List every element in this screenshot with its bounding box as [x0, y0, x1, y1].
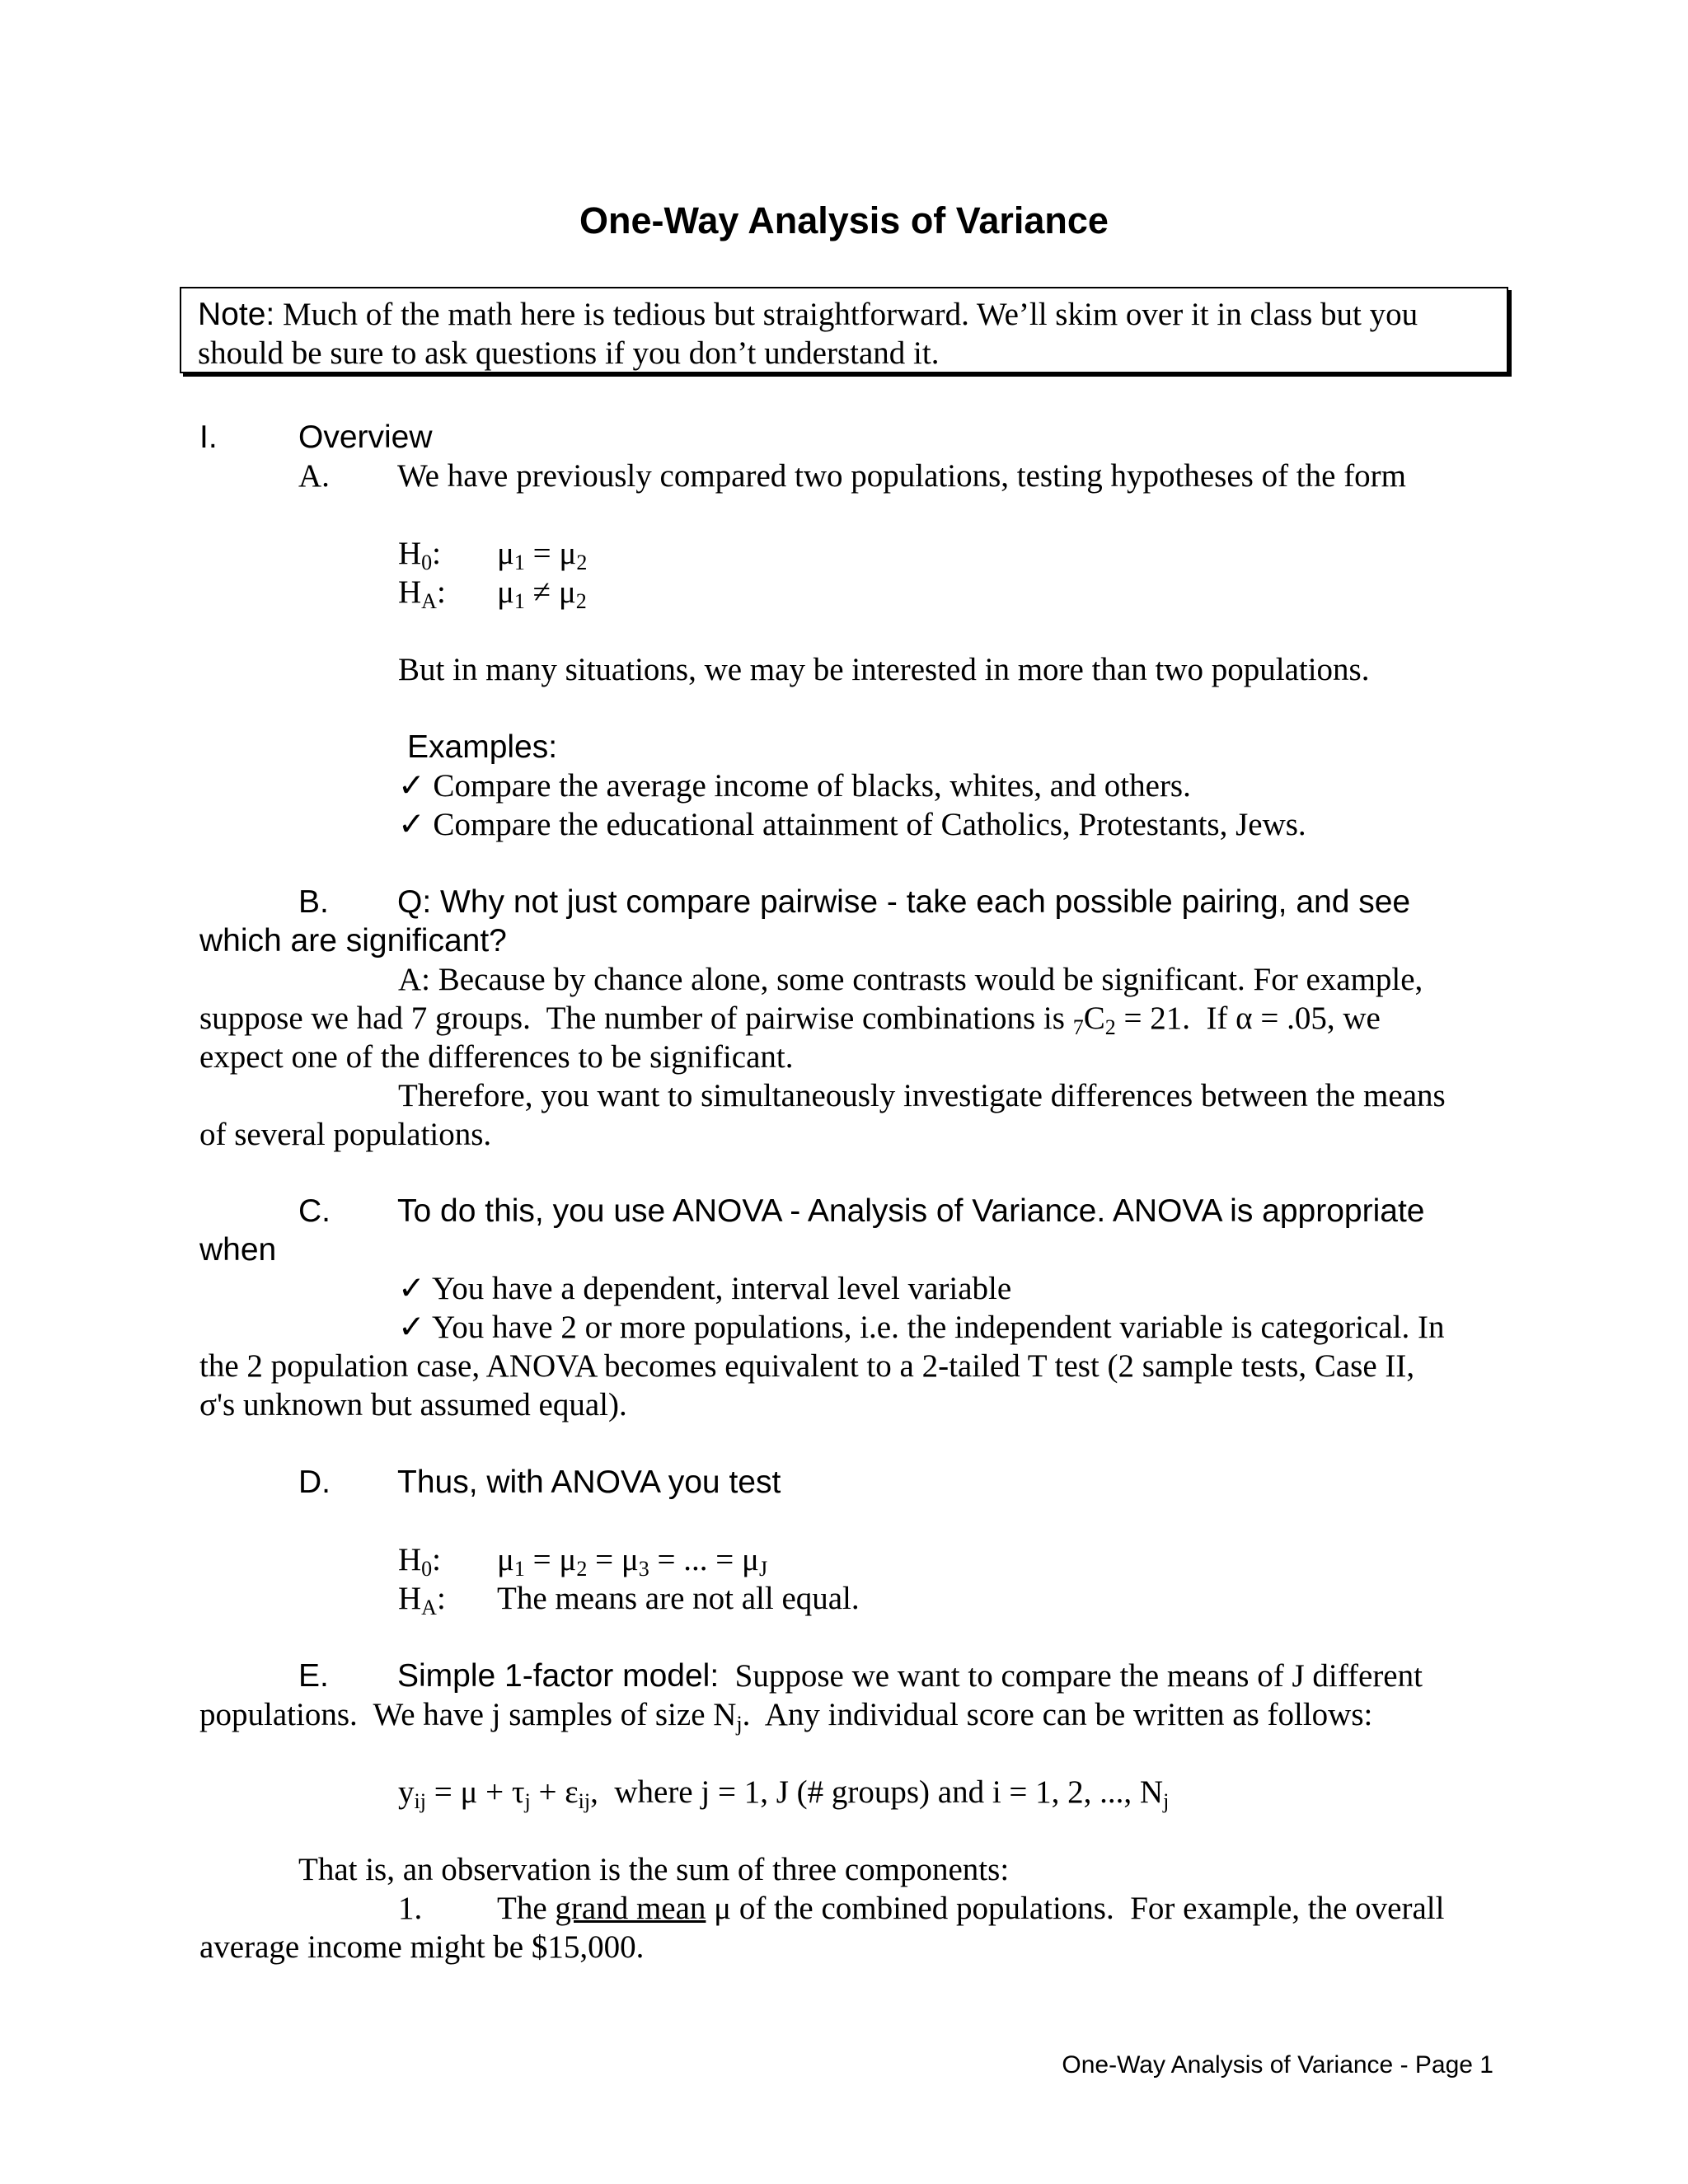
h0-mu1: μ — [497, 536, 514, 571]
example-item: ✓ Compare the educational attainment of Catholics, Protestants, Jews. — [398, 807, 1306, 842]
note-body: Much of the math here is tedious but straightforward. We’ll skim over it in class but you should be sure to ask questions if you don’t understand it. — [198, 297, 1418, 371]
answer-text: suppose we had 7 groups. The number of pairwise combinations is — [199, 1001, 1073, 1036]
ha-mu2: μ — [558, 574, 576, 610]
mu-j-sub: J — [758, 1557, 768, 1581]
eq-where: , where j = 1, J (# groups) and i = 1, 2, ..., N — [590, 1774, 1164, 1810]
item-b-answer-line1: A: Because by chance alone, some contrasts would be significant. For example, — [398, 962, 1423, 997]
item-a-more: But in many situations, we may be interested in more than two populations. — [398, 652, 1370, 687]
item-b-question — [298, 883, 1410, 921]
component-1 — [398, 1889, 1444, 1928]
examples-label: Examples: — [407, 729, 558, 765]
item-a-h0 — [398, 534, 587, 573]
item-d-ha — [398, 1579, 860, 1618]
component-1-num: 1. — [398, 1891, 423, 1926]
mu-1: μ — [497, 1542, 514, 1577]
mu-j: μ — [742, 1542, 759, 1577]
h0-label: H — [398, 536, 422, 571]
h0-colon: : — [432, 536, 442, 571]
page-footer: One-Way Analysis of Variance - Page 1 — [1062, 2051, 1493, 2079]
item-d-h0 — [398, 1540, 767, 1579]
item-c-check1: ✓ You have a dependent, interval level variable — [398, 1271, 1012, 1306]
grand-mean-term: grand mean — [555, 1891, 706, 1926]
h0-mu2: μ — [559, 536, 577, 571]
mu-2: μ — [559, 1542, 577, 1577]
ha-colon: : — [436, 574, 446, 610]
item-b-answer-line2 — [199, 999, 1381, 1038]
item-c-line1 — [298, 1192, 1424, 1230]
mu-1-sub: 1 — [513, 1557, 525, 1581]
eq-1: = — [524, 1542, 560, 1577]
ha-mu1-sub: 1 — [513, 589, 525, 613]
h0-sub: 0 — [421, 1557, 433, 1581]
eq-eps: + ε — [530, 1774, 579, 1810]
h0-mu2-sub: 2 — [576, 551, 588, 574]
mu-3-sub: 3 — [638, 1557, 649, 1581]
answer-text-end: = 21. If α = .05, we — [1115, 1001, 1381, 1036]
eq-2: = — [587, 1542, 621, 1577]
model-equation — [398, 1773, 1169, 1811]
item-c-line2: when — [199, 1232, 277, 1268]
h0-operator: = — [524, 536, 560, 571]
item-d-letter: D. — [298, 1465, 331, 1500]
item-d-line — [298, 1463, 781, 1502]
item-e-line2 — [199, 1695, 1372, 1734]
item-b-letter: B. — [298, 884, 329, 920]
eq-tau-sub: j — [524, 1789, 531, 1813]
ha-label: H — [398, 1581, 422, 1616]
item-a-letter: A. — [298, 458, 330, 494]
item-e-heading: Simple 1-factor model: — [397, 1658, 720, 1694]
note-text — [198, 295, 1490, 373]
item-e-letter: E. — [298, 1658, 329, 1694]
item-c-text: To do this, you use ANOVA - Analysis of Variance. ANOVA is appropriate — [397, 1193, 1425, 1229]
item-e-text: Suppose we want to compare the means of J different — [719, 1658, 1423, 1694]
eq-3: = ... = — [649, 1542, 743, 1577]
item-c-check2-line2: the 2 population case, ANOVA becomes equivalent to a 2-tailed T test (2 sample tests, Case II, — [199, 1348, 1415, 1384]
ha-sub: A — [421, 589, 437, 613]
ha-text: The means are not all equal. — [497, 1581, 860, 1616]
item-b-question-line2: which are significant? — [199, 923, 507, 958]
item-b-therefore-line2: of several populations. — [199, 1117, 492, 1152]
ha-mu1: μ — [497, 574, 514, 610]
item-b-question-line1: Q: Why not just compare pairwise - take each possible pairing, and see — [397, 884, 1411, 920]
e-line2-sub: j — [736, 1712, 743, 1736]
item-c-check2-line3: σ's unknown but assumed equal). — [199, 1387, 627, 1422]
eq-eps-sub: ij — [578, 1789, 591, 1813]
note-label: Note: — [198, 297, 275, 332]
eq-mu-tau: = μ + τ — [425, 1774, 525, 1810]
ha-operator: ≠ — [524, 574, 559, 610]
eq-y: y — [398, 1774, 415, 1810]
mu-3: μ — [621, 1542, 639, 1577]
ha-label: H — [398, 574, 422, 610]
e-line2-text: populations. We have j samples of size N — [199, 1697, 737, 1732]
item-a-text: We have previously compared two populations, testing hypotheses of the form — [397, 458, 1407, 494]
section-1-title: Overview — [298, 419, 433, 455]
eq-n-sub: j — [1163, 1789, 1170, 1813]
ha-mu2-sub: 2 — [575, 589, 587, 613]
item-e-line1 — [298, 1657, 1423, 1695]
example-item: ✓ Compare the average income of blacks, whites, and others. — [398, 768, 1191, 804]
page-title: One-Way Analysis of Variance — [579, 199, 1109, 241]
combination-k: 2 — [1104, 1015, 1116, 1039]
section-1-heading — [199, 418, 433, 457]
h0-mu1-sub: 1 — [513, 551, 525, 574]
note-box — [180, 287, 1508, 373]
h0-label: H — [398, 1542, 422, 1577]
h0-sub: 0 — [421, 551, 433, 574]
combination-n: 7 — [1072, 1015, 1084, 1039]
item-a-line — [298, 457, 1406, 495]
eq-y-sub: ij — [414, 1789, 426, 1813]
component-1-line2: average income might be $15,000. — [199, 1929, 645, 1965]
h0-colon: : — [432, 1542, 442, 1577]
mu-2-sub: 2 — [576, 1557, 588, 1581]
item-c-check2-line1: ✓ You have 2 or more populations, i.e. the independent variable is categorical. In — [398, 1310, 1445, 1345]
e-line2-end: . Any individual score can be written as follows: — [742, 1697, 1373, 1732]
item-c-letter: C. — [298, 1193, 331, 1229]
item-e-intro: That is, an observation is the sum of three components: — [298, 1852, 1010, 1887]
item-d-text: Thus, with ANOVA you test — [397, 1465, 781, 1500]
component-1-post: μ of the combined populations. For example, the overall — [706, 1891, 1445, 1926]
item-a-ha — [398, 573, 587, 612]
item-b-therefore-line1: Therefore, you want to simultaneously investigate differences between the means — [398, 1078, 1446, 1113]
ha-colon: : — [436, 1581, 446, 1616]
section-1-numeral: I. — [199, 419, 218, 455]
component-1-pre: The — [497, 1891, 556, 1926]
item-b-answer-line3: expect one of the differences to be significant. — [199, 1039, 794, 1075]
ha-sub: A — [421, 1596, 437, 1619]
combination-c: C — [1083, 1001, 1105, 1036]
